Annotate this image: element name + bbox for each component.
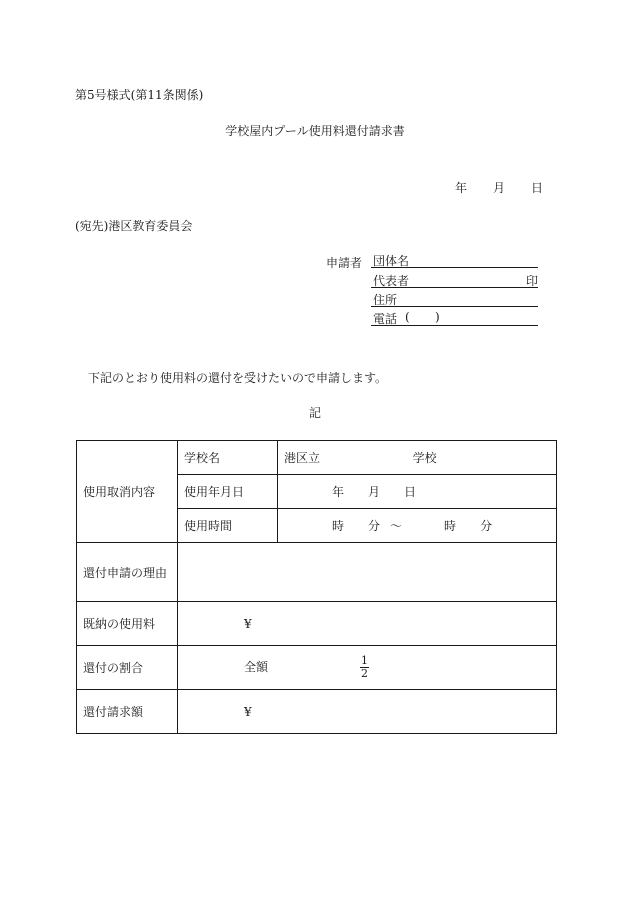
phone-paren-open: ( (405, 310, 410, 324)
ratio-value-cell[interactable] (178, 646, 557, 690)
amount-label-cell: 還付請求額 (77, 690, 178, 734)
table-row (77, 646, 557, 690)
date-day-label: 日 (531, 181, 544, 195)
amount-value-cell[interactable] (178, 690, 557, 734)
time-value-cell[interactable] (278, 509, 557, 543)
ratio-full: 全額 (244, 660, 269, 674)
intro-text: 下記のとおり使用料の還付を受けたいので申請します。 (88, 371, 388, 385)
ratio-label-cell: 還付の割合 (77, 646, 178, 690)
cancel-header-cell: 使用取消内容 (77, 441, 178, 543)
school-label-cell: 学校名 (178, 441, 278, 475)
date-month-label: 月 (493, 181, 506, 195)
use-year-label: 年 (332, 485, 345, 499)
representative-label: 代表者 (373, 274, 410, 288)
seal-mark: 印 (525, 274, 538, 288)
ratio-half-fraction (360, 655, 369, 680)
time-label-cell: 使用時間 (178, 509, 278, 543)
fraction-numerator: 1 (361, 654, 369, 667)
time-minute-start: 分 (368, 519, 381, 533)
reason-label-cell: 還付申請の理由 (77, 543, 178, 602)
time-minute-end: 分 (480, 519, 493, 533)
date-year-label: 年 (455, 181, 468, 195)
applicant-label: 申請者 (326, 256, 363, 270)
organization-label: 団体名 (373, 254, 410, 268)
time-tilde: ～ (390, 519, 403, 533)
addressee: (宛先)港区教育委員会 (75, 219, 193, 233)
table-row (77, 543, 557, 602)
table-row (77, 690, 557, 734)
ki-heading: 記 (308, 406, 321, 420)
document-title: 学校屋内プール使用料還付請求書 (225, 124, 405, 138)
date-value-cell[interactable] (278, 475, 557, 509)
date-line (455, 179, 543, 196)
time-hour-start: 時 (332, 519, 345, 533)
representative-field[interactable] (371, 272, 538, 288)
yen-sign: ¥ (244, 616, 252, 631)
phone-field[interactable] (371, 310, 538, 326)
reason-value-cell[interactable] (178, 543, 557, 602)
paid-label-cell: 既納の使用料 (77, 602, 178, 646)
phone-label: 電話 (373, 312, 398, 326)
use-month-label: 月 (368, 485, 381, 499)
time-hour-end: 時 (444, 519, 457, 533)
school-suffix: 学校 (412, 451, 437, 465)
phone-paren-close: ) (435, 310, 440, 324)
paid-value-cell[interactable] (178, 602, 557, 646)
date-label-cell: 使用年月日 (178, 475, 278, 509)
detail-table (76, 440, 557, 734)
school-prefix: 港区立 (284, 451, 321, 465)
form-number: 第5号様式(第11条関係) (75, 88, 204, 102)
use-day-label: 日 (404, 485, 417, 499)
school-value-cell[interactable] (278, 441, 557, 475)
address-field[interactable] (371, 291, 538, 307)
organization-field[interactable] (371, 252, 538, 268)
yen-sign: ¥ (244, 704, 252, 719)
address-label: 住所 (373, 293, 398, 307)
table-row (77, 441, 557, 475)
table-row (77, 602, 557, 646)
fraction-denominator: 2 (361, 667, 369, 680)
